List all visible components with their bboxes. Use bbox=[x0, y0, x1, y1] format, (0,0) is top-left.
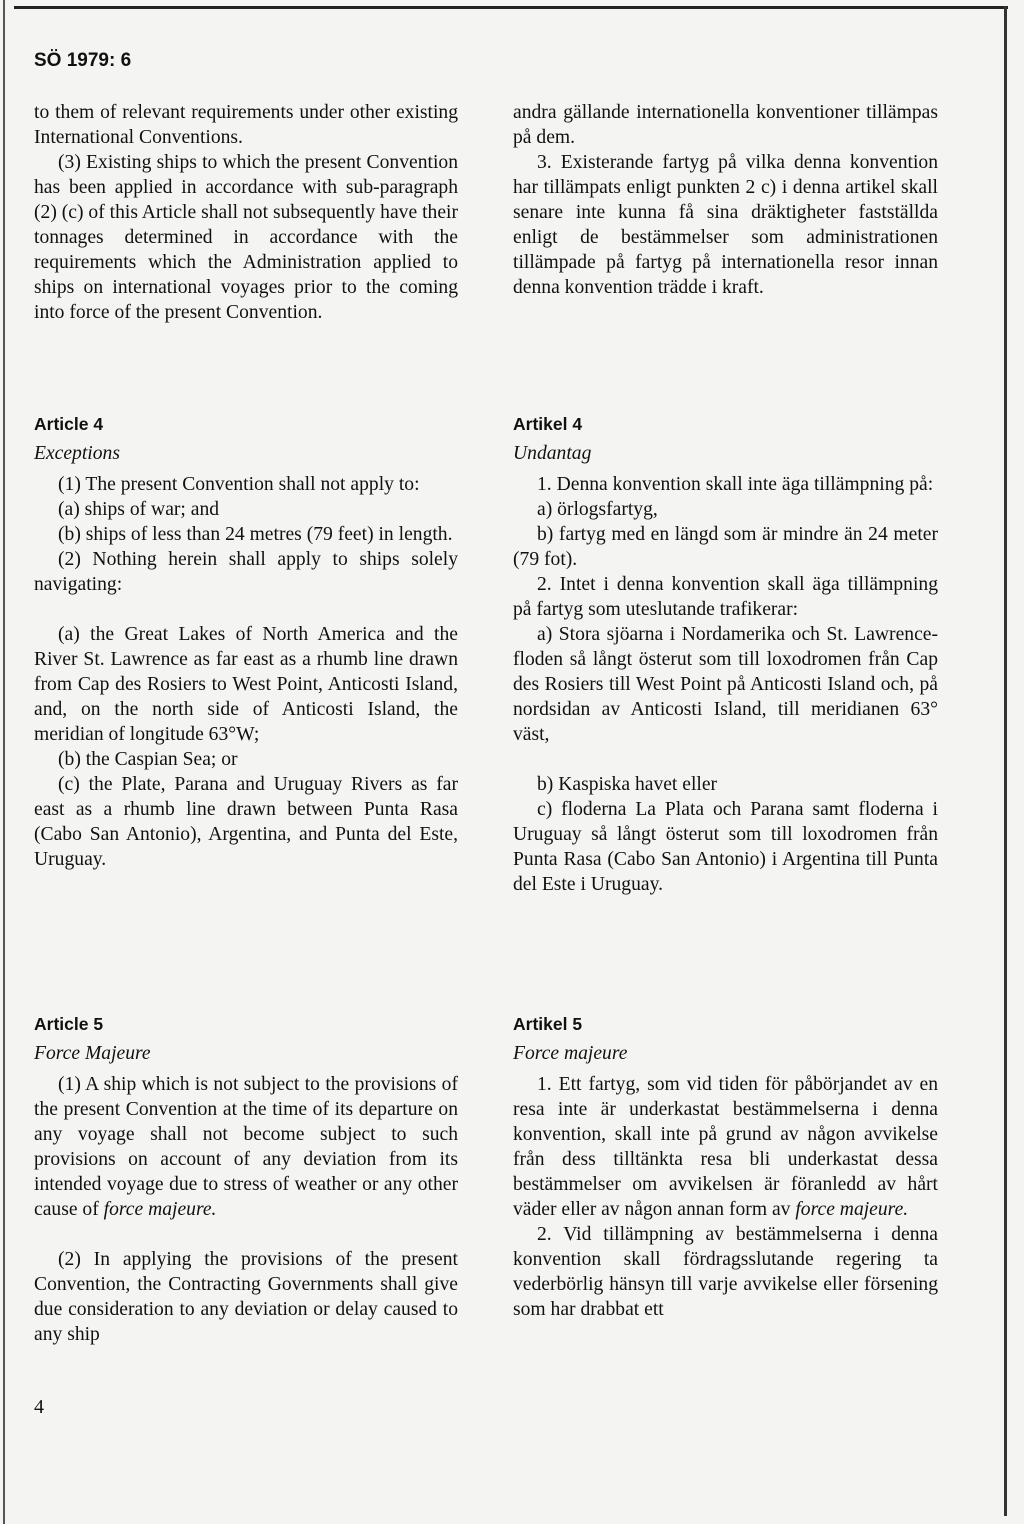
en-art4-p1b: (b) ships of less than 24 metres (79 feet) in length. bbox=[58, 524, 453, 545]
en-article-5-title: Article 5 bbox=[34, 1014, 104, 1034]
sv-art4-p2c: c) floderna La Plata och Parana samt floderna i Uruguay så långt österut som till loxodromen från Punta Rasa (Cabo San Antonio) i Argentina till Punta del Este i Uruguay. bbox=[513, 799, 938, 895]
sv-art5-p1-italic: force majeure. bbox=[795, 1199, 909, 1220]
sv-intro-continuation: andra gällande internationella konventioner tillämpas på dem. bbox=[513, 102, 938, 148]
sv-art4-p2a: a) Stora sjöarna i Nordamerika och St. Lawrence-floden så långt österut som till loxodromen från Cap des Rosiers till West Point på Anticosti Island och, på nordsidan av Anticosti Island, till meridianen 63° väst, bbox=[513, 624, 938, 745]
sv-article-4-title: Artikel 4 bbox=[513, 414, 583, 434]
en-art5-p1 bbox=[34, 1072, 458, 1222]
left-border-rule bbox=[3, 0, 5, 1524]
en-art4-p2: (2) Nothing herein shall apply to ships solely navigating: bbox=[34, 549, 458, 595]
en-art5-p1-italic: force majeure. bbox=[103, 1199, 217, 1220]
sv-art4-p1a: a) örlogsfartyg, bbox=[537, 499, 658, 520]
swedish-article-5 bbox=[513, 1012, 938, 1322]
en-intro-paragraph-3: (3) Existing ships to which the present Convention has been applied in accordance with sub-paragraph (2) (c) of this Article shall not subsequently have their tonnages determined in accordance with the requirements which the Administration applied to ships on international voyages prior to the coming into force of the present Convention. bbox=[34, 152, 458, 323]
sv-intro-paragraph-3: 3. Existerande fartyg på vilka denna konvention har tillämpats enligt punkten 2 c) i denna artikel skall senare inte kunna få sina dräktigheter fastställda enligt de bestämmelser som administrationen tillämpade på fartyg på internationella resor innan denna konvention trädde i kraft. bbox=[513, 152, 938, 298]
sv-art5-p1 bbox=[513, 1072, 938, 1222]
en-intro-continuation: to them of relevant requirements under other existing International Conventions. bbox=[34, 102, 458, 148]
sv-article-5-title: Artikel 5 bbox=[513, 1014, 583, 1034]
en-article-4-title: Article 4 bbox=[34, 414, 104, 434]
en-article-5-subtitle: Force Majeure bbox=[34, 1043, 151, 1064]
sv-art5-p2: 2. Vid tillämpning av bestämmelserna i denna konvention skall fördragsslutande regering ta vederbörlig hänsyn till varje avvikelse eller försening som har drabbat ett bbox=[513, 1224, 938, 1320]
english-article-5 bbox=[34, 1012, 458, 1347]
english-article-4 bbox=[34, 412, 458, 872]
en-art4-p2a: (a) the Great Lakes of North America and the River St. Lawrence as far east as a rhumb line drawn from Cap des Rosiers to West Point, Anticosti Island, and, on the north side of Anticosti Island, the meridian of longitude 63°W; bbox=[34, 624, 458, 745]
page-header: SÖ 1979: 6 bbox=[34, 50, 132, 71]
en-art4-p2b: (b) the Caspian Sea; or bbox=[58, 749, 238, 770]
sv-art4-p1b: b) fartyg med en längd som är mindre än 24 meter (79 fot). bbox=[513, 524, 938, 570]
en-art4-p1: (1) The present Convention shall not apply to: bbox=[58, 474, 420, 495]
sv-art4-p2: 2. Intet i denna konvention skall äga tillämpning på fartyg som uteslutande trafikerar: bbox=[513, 574, 938, 620]
en-art5-p1-text: (1) A ship which is not subject to the provisions of the present Convention at the time of its departure on any voyage shall not become subject to such provisions on account of any deviation from its intended voyage due to stress of weather or any other cause of bbox=[34, 1074, 458, 1220]
swedish-column bbox=[513, 100, 938, 300]
top-border-rule bbox=[14, 6, 1008, 9]
page-number: 4 bbox=[34, 1396, 44, 1418]
en-art5-p2: (2) In applying the provisions of the present Convention, the Contracting Governments shall give due consideration to any deviation or delay caused to any ship bbox=[34, 1249, 458, 1345]
right-border-rule bbox=[1004, 6, 1007, 1516]
sv-art4-p1: 1. Denna konvention skall inte äga tillämpning på: bbox=[537, 474, 934, 495]
en-article-4-subtitle: Exceptions bbox=[34, 443, 120, 464]
english-column bbox=[34, 100, 458, 325]
sv-article-4-subtitle: Undantag bbox=[513, 443, 592, 464]
en-art4-p2c: (c) the Plate, Parana and Uruguay Rivers as far east as a rhumb line drawn between Punta Rasa (Cabo San Antonio), Argentina, and Punta del Este, Uruguay. bbox=[34, 774, 458, 870]
sv-art4-p2b: b) Kaspiska havet eller bbox=[537, 774, 718, 795]
swedish-article-4 bbox=[513, 412, 938, 897]
sv-article-5-subtitle: Force majeure bbox=[513, 1043, 628, 1064]
en-art4-p1a: (a) ships of war; and bbox=[58, 499, 220, 520]
sv-art5-p1-text: 1. Ett fartyg, som vid tiden för påbörjandet av en resa inte är underkastat bestämmelserna i denna konvention, skall inte på grund av någon avvikelse från dess tilltänkta resa bli underkastat dessa bestämmelser om avvikelsen är föranledd av hårt väder eller av någon annan form av bbox=[513, 1074, 938, 1220]
